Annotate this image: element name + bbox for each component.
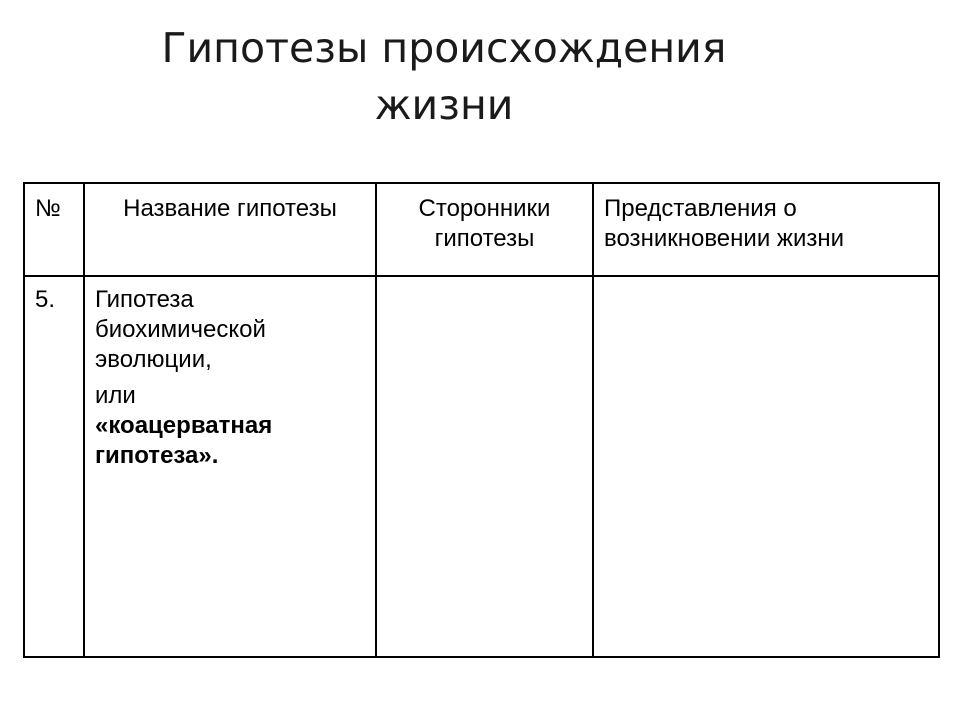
header-number: № — [24, 183, 84, 276]
cell-supporters — [376, 276, 593, 657]
header-hypothesis-name: Название гипотезы — [84, 183, 376, 276]
slide-title-line-1: Гипотезы происхождения — [161, 24, 727, 72]
header-supporters: Сторонники гипотезы — [376, 183, 593, 276]
header-ideas: Представления о возникновении жизни — [593, 183, 939, 276]
hypotheses-table — [23, 182, 940, 658]
cell-hypothesis-name — [84, 276, 376, 657]
table-row — [24, 276, 939, 657]
slide-title — [0, 20, 888, 134]
cell-ideas — [593, 276, 939, 657]
hypothesis-name-text: Гипотеза биохимической эволюции, — [95, 286, 266, 373]
slide-title-line-2: жизни — [374, 81, 514, 129]
cell-number: 5. — [24, 276, 84, 657]
hypothesis-name-or: или — [95, 382, 136, 409]
table-header-row — [24, 183, 939, 276]
hypothesis-name-bold: «коацерватная гипотеза». — [95, 412, 273, 469]
